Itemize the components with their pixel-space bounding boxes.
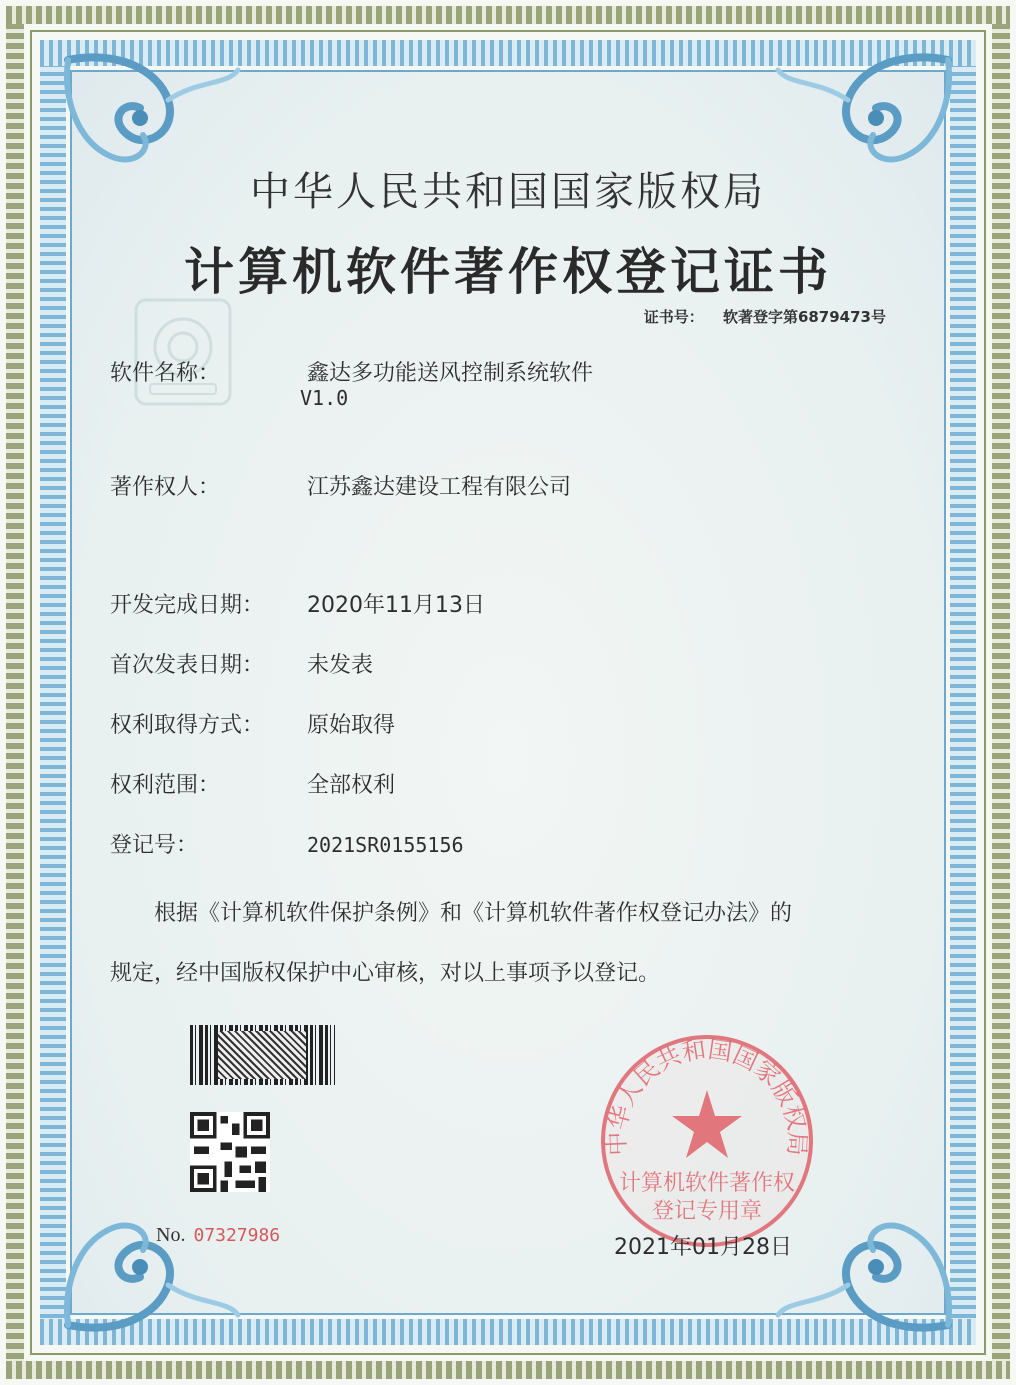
software-name-label: 软件名称： xyxy=(110,361,221,386)
owner-value: 江苏鑫达建设工程有限公司 xyxy=(307,475,572,500)
dev-date-value: 2020年11月13日 xyxy=(307,593,485,618)
serial-value: 07327986 xyxy=(193,1225,281,1246)
registration-row xyxy=(110,828,464,859)
registration-value: 2021SR0155156 xyxy=(307,833,464,857)
acquisition-value: 原始取得 xyxy=(307,713,396,738)
software-version-row xyxy=(300,386,348,411)
serial-number xyxy=(156,1224,280,1247)
acquisition-row xyxy=(110,708,395,739)
certificate-number xyxy=(644,306,886,327)
certificate-number-label: 证书号： xyxy=(643,308,704,326)
software-name-row xyxy=(110,356,593,387)
qr-code-icon xyxy=(190,1112,270,1192)
statement-line-1: 根据《计算机软件保护条例》和《计算机软件著作权登记办法》的 xyxy=(154,901,793,926)
serial-label: No. xyxy=(156,1224,186,1246)
scope-label: 权利范围： xyxy=(110,773,221,798)
pub-date-label: 首次发表日期： xyxy=(110,653,265,678)
statement-line-2: 规定，经中国版权保护中心审核，对以上事项予以登记。 xyxy=(110,961,661,986)
pub-date-row xyxy=(110,648,373,679)
issuing-authority: 中华人民共和国国家版权局 xyxy=(250,169,766,215)
owner-row xyxy=(110,470,571,501)
seal-ring-textpath: 中华人民共和国国家版权局 xyxy=(602,1035,812,1157)
dev-date-row xyxy=(110,588,485,619)
seal-line-2: 登记专用章 xyxy=(651,1199,762,1224)
seal-line-1: 计算机软件著作权 xyxy=(618,1171,795,1196)
acquisition-label: 权利取得方式： xyxy=(110,713,265,738)
scope-value: 全部权利 xyxy=(307,773,396,798)
corner-ornament-icon xyxy=(48,1195,248,1345)
owner-label: 著作权人： xyxy=(110,475,221,500)
registration-label: 登记号： xyxy=(110,833,199,858)
software-version: V1.0 xyxy=(300,386,349,410)
issue-date: 2021年01月28日 xyxy=(614,1235,792,1260)
dev-date-label: 开发完成日期： xyxy=(110,593,265,618)
embossed-emblem-icon xyxy=(128,292,238,412)
certificate-title: 计算机软件著作权登记证书 xyxy=(184,242,832,301)
barcode-icon xyxy=(190,1025,335,1085)
pub-date-value: 未发表 xyxy=(307,653,374,678)
official-seal-icon xyxy=(598,1032,816,1250)
software-name-value: 鑫达多功能送风控制系统软件 xyxy=(307,361,594,386)
scope-row xyxy=(110,768,395,799)
certificate-number-value: 软著登字第6879473号 xyxy=(722,308,886,326)
